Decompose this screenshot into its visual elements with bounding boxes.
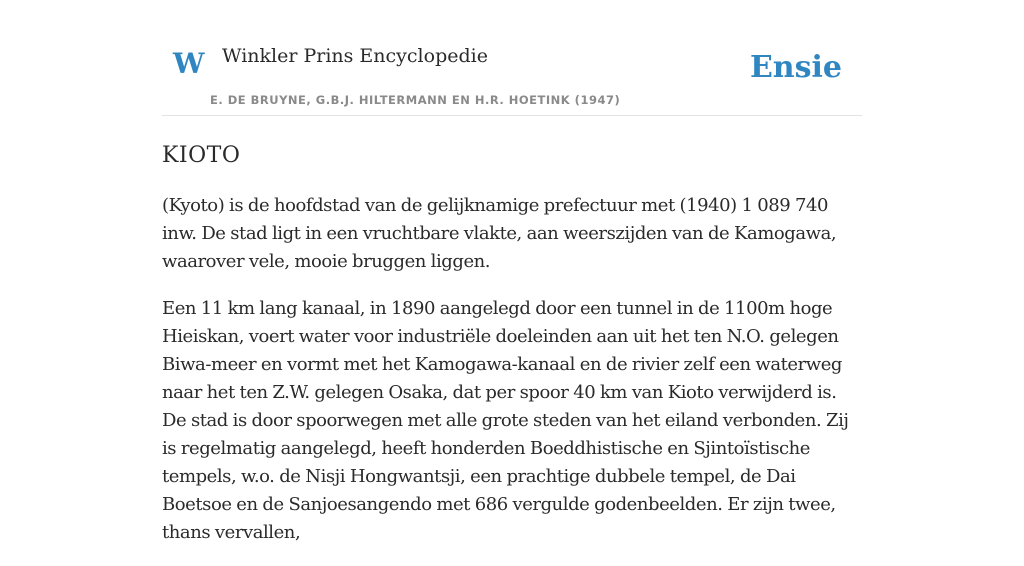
page-container [162, 0, 862, 543]
entry-paragraph: Een 11 km lang kanaal, in 1890 aangelegd door een tunnel in de 1100m hoge Hieiskan, voert water voor industriële doeleinden aan uit het ten N.O. gelegen Biwa-meer en vormt met het Kamogawa-kanaal en de rivier zelf een waterweg naar het ten Z.W. gelegen Osaka, dat per spoor 40 km van Kioto verwijderd is. De stad is door spoorwegen met alle grote steden van het eiland verbonden. Zij is regelmatig aangelegd, heeft honderden Boeddhistische en Sjintoïstische tempels, w.o. de Nisji Hongwantsji, een prachtige dubbele tempel, de Dai Boetsoe en de Sanjoesangendo met 686 vergulde godenbeelden. Er zijn twee, thans vervallen, [162, 298, 849, 543]
entry-title: KIOTO [162, 143, 241, 168]
winkler-prins-logo[interactable]: W [173, 47, 205, 80]
source-title[interactable]: Winkler Prins Encyclopedie [222, 45, 488, 67]
source-header [162, 0, 862, 116]
ensie-logo-link[interactable]: Ensie [749, 50, 842, 85]
source-authors: E. DE BRUYNE, G.B.J. HILTERMANN EN H.R. HOETINK (1947) [210, 93, 621, 107]
entry-paragraph: (Kyoto) is de hoofdstad van de gelijknamige prefectuur met (1940) 1 089 740 inw. De stad ligt in een vruchtbare vlakte, aan weerszijden van de Kamogawa, waarover vele, mooie bruggen liggen. [162, 195, 837, 272]
entry-body [162, 192, 862, 566]
